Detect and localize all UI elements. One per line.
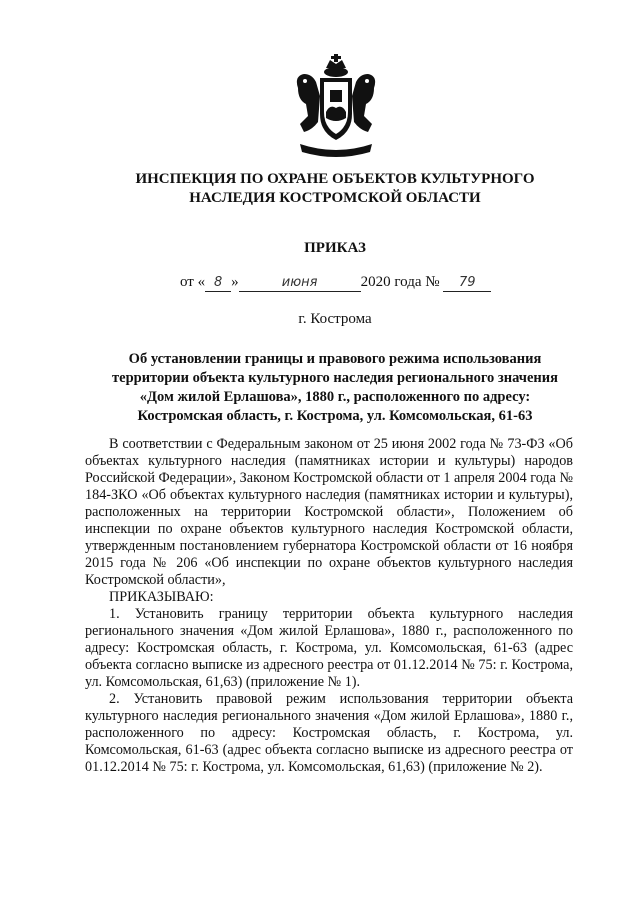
date-month: июня	[239, 275, 361, 292]
date-day: 8	[205, 275, 231, 292]
order-number: 79	[443, 275, 491, 292]
subject-line2: территории объекта культурного наследия регионального значения	[112, 370, 558, 386]
organization-line1: ИНСПЕКЦИЯ ПО ОХРАНЕ ОБЪЕКТОВ КУЛЬТУРНОГО	[135, 171, 535, 187]
order-subject	[95, 350, 575, 426]
order-item-1: 1. Установить границу территории объекта культурного наследия регионального значения «Дом жилой Ерлашова», 1880 г., расположенного по адресу: Костромская область, г. Кострома, ул. Комсомольская, 61-63 (адрес объекта согласно выписке из адресного реестра от 01.12.2014 № 75: г. Кострома, ул. Комсомольская, 61,63) (приложение № 1).	[85, 606, 573, 690]
order-title: ПРИКАЗ	[304, 240, 366, 256]
coat-of-arms-icon	[290, 52, 382, 160]
organization-name	[60, 170, 610, 208]
subject-line3: «Дом жилой Ерлашова», 1880 г., расположенного по адресу:	[139, 389, 531, 405]
date-year: 2020 года №	[360, 274, 440, 290]
order-item-2: 2. Установить правовой режим использования территории объекта культурного наследия регионального значения «Дом жилой Ерлашова», 1880 г., расположенного по адресу: Костромская область, г. Кострома, ул. Комсомольская, 61-63 (адрес объекта согласно выписке из адресного реестра от 01.12.2014 № 75: г. Кострома, ул. Комсомольская, 61,63) (приложение № 2).	[85, 691, 573, 775]
order-body	[85, 436, 573, 776]
date-day-suffix: »	[231, 274, 239, 290]
subject-line4: Костромская область, г. Кострома, ул. Комсомольская, 61-63	[137, 408, 533, 424]
date-prefix: от «	[180, 274, 206, 290]
date-line	[180, 274, 500, 292]
preamble-paragraph: В соответствии с Федеральным законом от 25 июня 2002 года № 73-ФЗ «Об объектах культурного наследия (памятниках истории и культуры) народов Российской Федерации», Законом Костромской области от 1 апреля 2004 года № 184-ЗКО «Об объектах культурного наследия (памятниках истории и культуры), расположенных на территории Костромской области», Положением об инспекции по охране объектов культурного наследия Костромской области, утвержденным постановлением губернатора Костромской области от 16 ноября 2015 года № 206 «Об инспекции по охране объектов культурного наследия Костромской области»,	[85, 436, 573, 588]
order-word: ПРИКАЗЫВАЮ:	[109, 589, 214, 605]
subject-line1: Об установлении границы и правового режима использования	[128, 351, 542, 367]
city: г. Кострома	[298, 311, 372, 327]
organization-line2: НАСЛЕДИЯ КОСТРОМСКОЙ ОБЛАСТИ	[189, 190, 481, 206]
